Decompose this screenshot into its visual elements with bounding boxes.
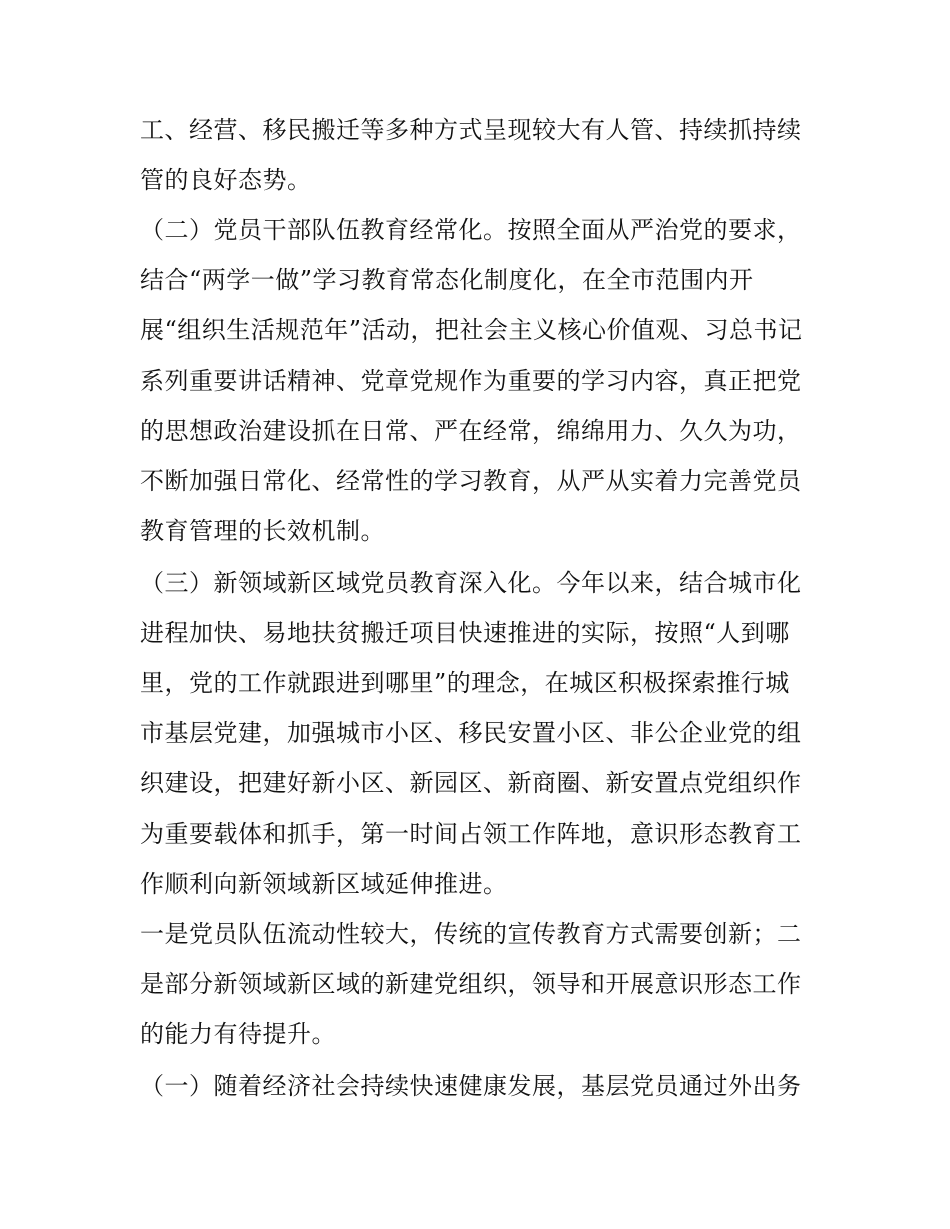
text-line-9: 教育管理的长效机制。 <box>140 517 385 545</box>
text-line-19: 的能力有待提升。 <box>140 1020 336 1048</box>
text-line-2: 管的良好态势。 <box>140 166 312 194</box>
text-line-16: 作顺利向新领域新区域延伸推进。 <box>140 870 508 898</box>
text-line-20: （一）随着经济社会持续快速健康发展，基层党员通过外出务 <box>140 1072 802 1100</box>
text-line-11: 进程加快、易地扶贫搬迁项目快速推进的实际，按照“人到哪 <box>140 619 790 647</box>
text-line-1: 工、经营、移民搬迁等多种方式呈现较大有人管、持续抓持续 <box>140 116 802 144</box>
text-line-6: 系列重要讲话精神、党章党规作为重要的学习内容，真正把党 <box>140 367 802 395</box>
text-line-12: 里，党的工作就跟进到哪里”的理念，在城区积极探索推行城 <box>140 669 790 697</box>
text-line-17: 一是党员队伍流动性较大，传统的宣传教育方式需要创新；二 <box>140 920 802 948</box>
text-line-10: （三）新领域新区域党员教育深入化。今年以来，结合城市化 <box>140 569 802 597</box>
text-line-18: 是部分新领域新区域的新建党组织，领导和开展意识形态工作 <box>140 970 802 998</box>
text-line-8: 不断加强日常化、经常性的学习教育，从严从实着力完善党员 <box>140 467 802 495</box>
text-line-3: （二）党员干部队伍教育经常化。按照全面从严治党的要求， <box>140 216 802 244</box>
text-line-15: 为重要载体和抓手，第一时间占领工作阵地，意识形态教育工 <box>140 820 802 848</box>
text-line-4: 结合“两学一做”学习教育常态化制度化，在全市范围内开 <box>140 266 754 294</box>
text-line-5: 展“组织生活规范年”活动，把社会主义核心价值观、习总书记 <box>140 316 803 344</box>
text-line-13: 市基层党建，加强城市小区、移民安置小区、非公企业党的组 <box>140 719 802 747</box>
text-line-14: 织建设，把建好新小区、新园区、新商圈、新安置点党组织作 <box>140 769 802 797</box>
text-line-7: 的思想政治建设抓在日常、严在经常，绵绵用力、久久为功， <box>140 417 802 445</box>
